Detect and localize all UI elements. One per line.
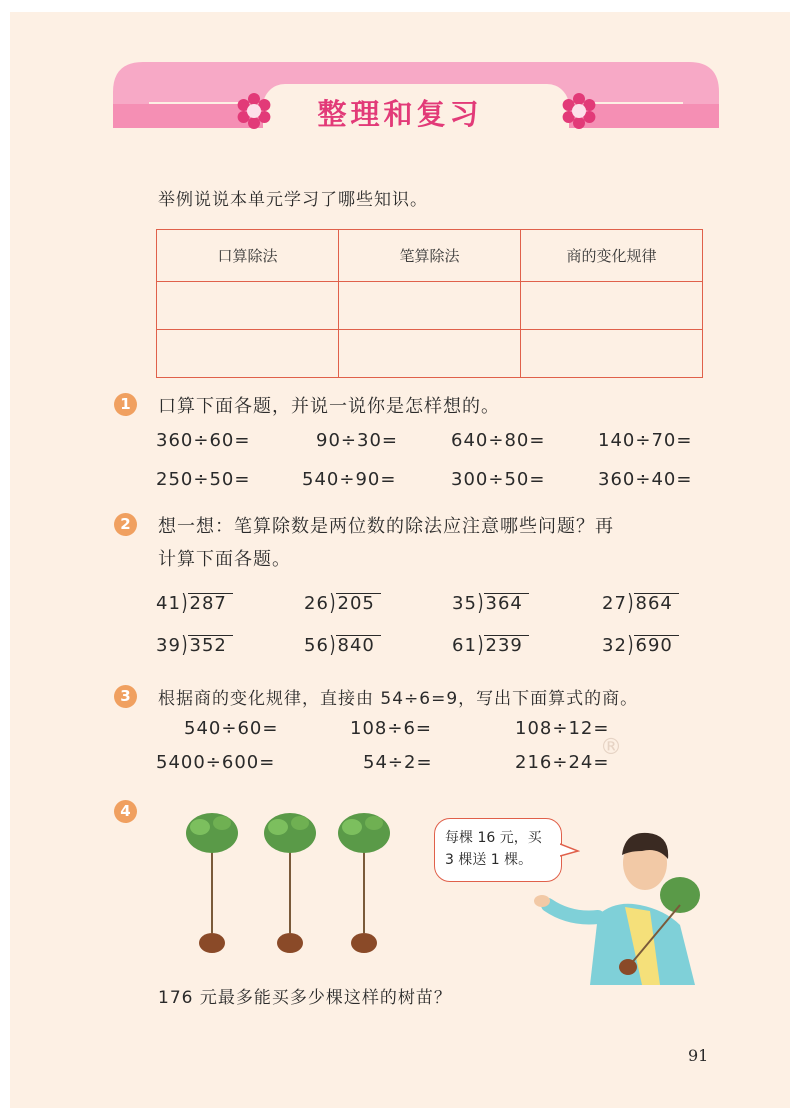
dividend: 840 xyxy=(336,635,381,656)
table-cell xyxy=(339,330,521,378)
tree-icon xyxy=(186,813,238,953)
dividend: 239 xyxy=(484,635,529,656)
division-bracket-icon: ) xyxy=(329,633,337,658)
divisor: 41 xyxy=(156,593,181,614)
dividend: 364 xyxy=(484,593,529,614)
divisor: 27 xyxy=(602,593,627,614)
calc-item: 5400÷600= xyxy=(156,752,276,773)
table-cell xyxy=(521,330,703,378)
long-division xyxy=(602,590,679,615)
registered-watermark: ® xyxy=(600,735,622,760)
long-division xyxy=(602,632,679,657)
tree-saplings-illustration xyxy=(180,805,410,965)
calc-item: 54÷2= xyxy=(363,752,433,773)
division-bracket-icon: ) xyxy=(627,591,635,616)
question-3-text: 根据商的变化规律，直接由 54÷6=9，写出下面算式的商。 xyxy=(158,689,639,709)
divisor: 56 xyxy=(304,635,329,656)
calc-item: 216÷24= xyxy=(515,752,610,773)
long-division xyxy=(304,632,381,657)
division-bracket-icon: ) xyxy=(477,633,485,658)
long-division xyxy=(156,590,233,615)
dividend: 287 xyxy=(188,593,233,614)
summary-table xyxy=(156,229,703,378)
divisor: 26 xyxy=(304,593,329,614)
calc-item: 108÷12= xyxy=(515,718,610,739)
dividend: 205 xyxy=(336,593,381,614)
table-row xyxy=(157,330,703,378)
table-cell xyxy=(339,282,521,330)
table-cell xyxy=(521,282,703,330)
long-division xyxy=(452,590,529,615)
divisor: 35 xyxy=(452,593,477,614)
calc-item: 250÷50= xyxy=(156,469,251,490)
table-cell xyxy=(157,330,339,378)
question-4-text: 176 元最多能买多少棵这样的树苗？ xyxy=(158,988,452,1008)
division-bracket-icon: ) xyxy=(181,591,189,616)
table-row xyxy=(157,282,703,330)
calc-item: 108÷6= xyxy=(350,718,432,739)
calc-item: 540÷90= xyxy=(302,469,397,490)
page-number: 91 xyxy=(688,1046,709,1065)
division-bracket-icon: ) xyxy=(477,591,485,616)
table-header: 笔算除法 xyxy=(339,230,521,282)
divisor: 39 xyxy=(156,635,181,656)
calc-item: 360÷60= xyxy=(156,430,251,451)
dividend: 864 xyxy=(634,593,679,614)
table-header-row xyxy=(157,230,703,282)
calc-item: 90÷30= xyxy=(316,430,398,451)
page-title: 整理和复习 xyxy=(317,97,483,131)
question-number-badge: 1 xyxy=(114,393,137,416)
calc-item: 640÷80= xyxy=(451,430,546,451)
table-header: 商的变化规律 xyxy=(521,230,703,282)
boy-with-sapling-illustration xyxy=(530,825,710,990)
dividend: 352 xyxy=(188,635,233,656)
question-number-badge: 2 xyxy=(114,513,137,536)
tree-icon xyxy=(338,813,390,953)
calc-item: 360÷40= xyxy=(598,469,693,490)
divisor: 61 xyxy=(452,635,477,656)
table-cell xyxy=(157,282,339,330)
long-division xyxy=(304,590,381,615)
calc-item: 540÷60= xyxy=(184,718,279,739)
long-division xyxy=(452,632,529,657)
question-number-badge: 4 xyxy=(114,800,137,823)
division-bracket-icon: ) xyxy=(329,591,337,616)
speech-line: 3 棵送 1 棵。 xyxy=(445,852,533,868)
division-bracket-icon: ) xyxy=(181,633,189,658)
tree-icon xyxy=(264,813,316,953)
table-header: 口算除法 xyxy=(157,230,339,282)
calc-item: 300÷50= xyxy=(451,469,546,490)
dividend: 690 xyxy=(634,635,679,656)
question-number-badge: 3 xyxy=(114,685,137,708)
speech-line: 每棵 16 元，买 xyxy=(445,830,542,846)
calc-item: 140÷70= xyxy=(598,430,693,451)
question-2-text-line2: 计算下面各题。 xyxy=(158,549,291,570)
question-2-text: 想一想：笔算除数是两位数的除法应注意哪些问题？再 xyxy=(158,516,614,537)
long-division xyxy=(156,632,233,657)
division-bracket-icon: ) xyxy=(627,633,635,658)
divisor: 32 xyxy=(602,635,627,656)
intro-text: 举例说说本单元学习了哪些知识。 xyxy=(158,190,428,210)
question-1-text: 口算下面各题，并说一说你是怎样想的。 xyxy=(158,396,500,417)
